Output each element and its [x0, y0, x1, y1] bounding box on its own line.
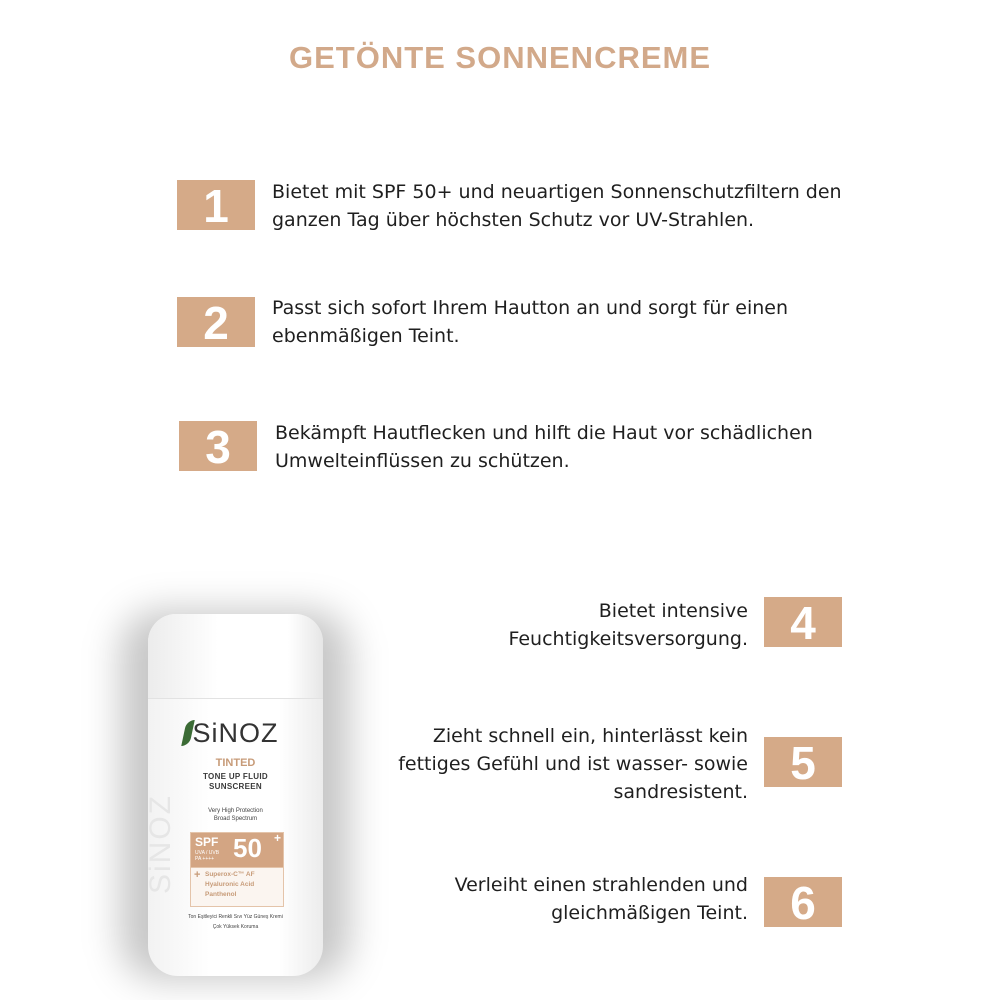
ingredient-item: Superox-C™ AF — [205, 871, 255, 878]
feature-text-line: fettiges Gefühl und ist wasser- sowie — [398, 753, 748, 775]
spf-uv-label: UVA / UVB — [195, 850, 220, 856]
feature-text-line: gleichmäßigen Teint. — [551, 902, 748, 924]
feature-text — [350, 871, 748, 927]
feature-text-line: Umwelteinflüssen zu schützen. — [275, 450, 570, 472]
bottle-cap — [148, 614, 323, 699]
product-name-line: SUNSCREEN — [209, 782, 262, 791]
feature-number-badge: 5 — [764, 737, 842, 787]
feature-text-line: Passt sich sofort Ihrem Hautton an und sorgt für einen — [272, 297, 789, 319]
spf-value: 50 — [233, 833, 262, 863]
spf-plus: + — [273, 831, 281, 845]
feature-text-line: Verleiht einen strahlenden und — [454, 874, 748, 896]
product-bottle — [144, 614, 323, 976]
ingredients-box — [190, 867, 284, 907]
feature-number-badge: 1 — [177, 180, 255, 230]
feature-text-line: Feuchtigkeitsversorgung. — [508, 628, 748, 650]
feature-text-line: Zieht schnell ein, hinterlässt kein — [432, 725, 748, 747]
plus-icon: + — [194, 869, 201, 881]
protection-label: Very High Protection — [208, 808, 263, 814]
ingredient-item: Hyaluronic Acid — [205, 881, 255, 888]
feature-number-badge: 2 — [177, 297, 255, 347]
product-local-protection: Çok Yüksek Koruma — [212, 924, 259, 930]
brand-logo: SiNOZ — [192, 718, 279, 748]
protection-label: Broad Spectrum — [213, 816, 258, 822]
ingredient-item: Panthenol — [205, 891, 237, 898]
spf-sub-label — [195, 850, 219, 862]
spf-badge — [190, 832, 284, 868]
feature-text-line: ganzen Tag über höchsten Schutz vor UV-Strahlen. — [272, 209, 755, 231]
feature-text — [272, 178, 912, 234]
feature-text-line: Bekämpft Hautflecken und hilft die Haut vor schädlichen — [275, 422, 813, 444]
feature-text-line: Bietet intensive — [598, 600, 748, 622]
feature-number-badge: 6 — [764, 877, 842, 927]
feature-text — [350, 597, 748, 653]
page-title: GETÖNTE SONNENCREME — [288, 40, 712, 75]
feature-text — [350, 722, 748, 806]
feature-number-badge: 4 — [764, 597, 842, 647]
spf-pa-label: PA ++++ — [195, 856, 215, 862]
product-name-line: TONE UP FLUID — [203, 772, 268, 781]
bottle-side-text: SiNOZ — [144, 794, 177, 894]
feature-text — [275, 419, 915, 475]
feature-text-line: ebenmäßigen Teint. — [272, 325, 460, 347]
feature-text — [272, 294, 912, 350]
feature-number-badge: 3 — [179, 421, 257, 471]
product-local-description: Ton Eşitleyici Renkli Sıvı Yüz Güneş Kremi — [188, 914, 283, 920]
spf-label: SPF — [195, 835, 219, 849]
feature-text-line: sandresistent. — [613, 781, 748, 803]
feature-text-line: Bietet mit SPF 50+ und neuartigen Sonnenschutzfiltern den — [272, 181, 842, 203]
product-tinted-label: TINTED — [215, 757, 256, 769]
